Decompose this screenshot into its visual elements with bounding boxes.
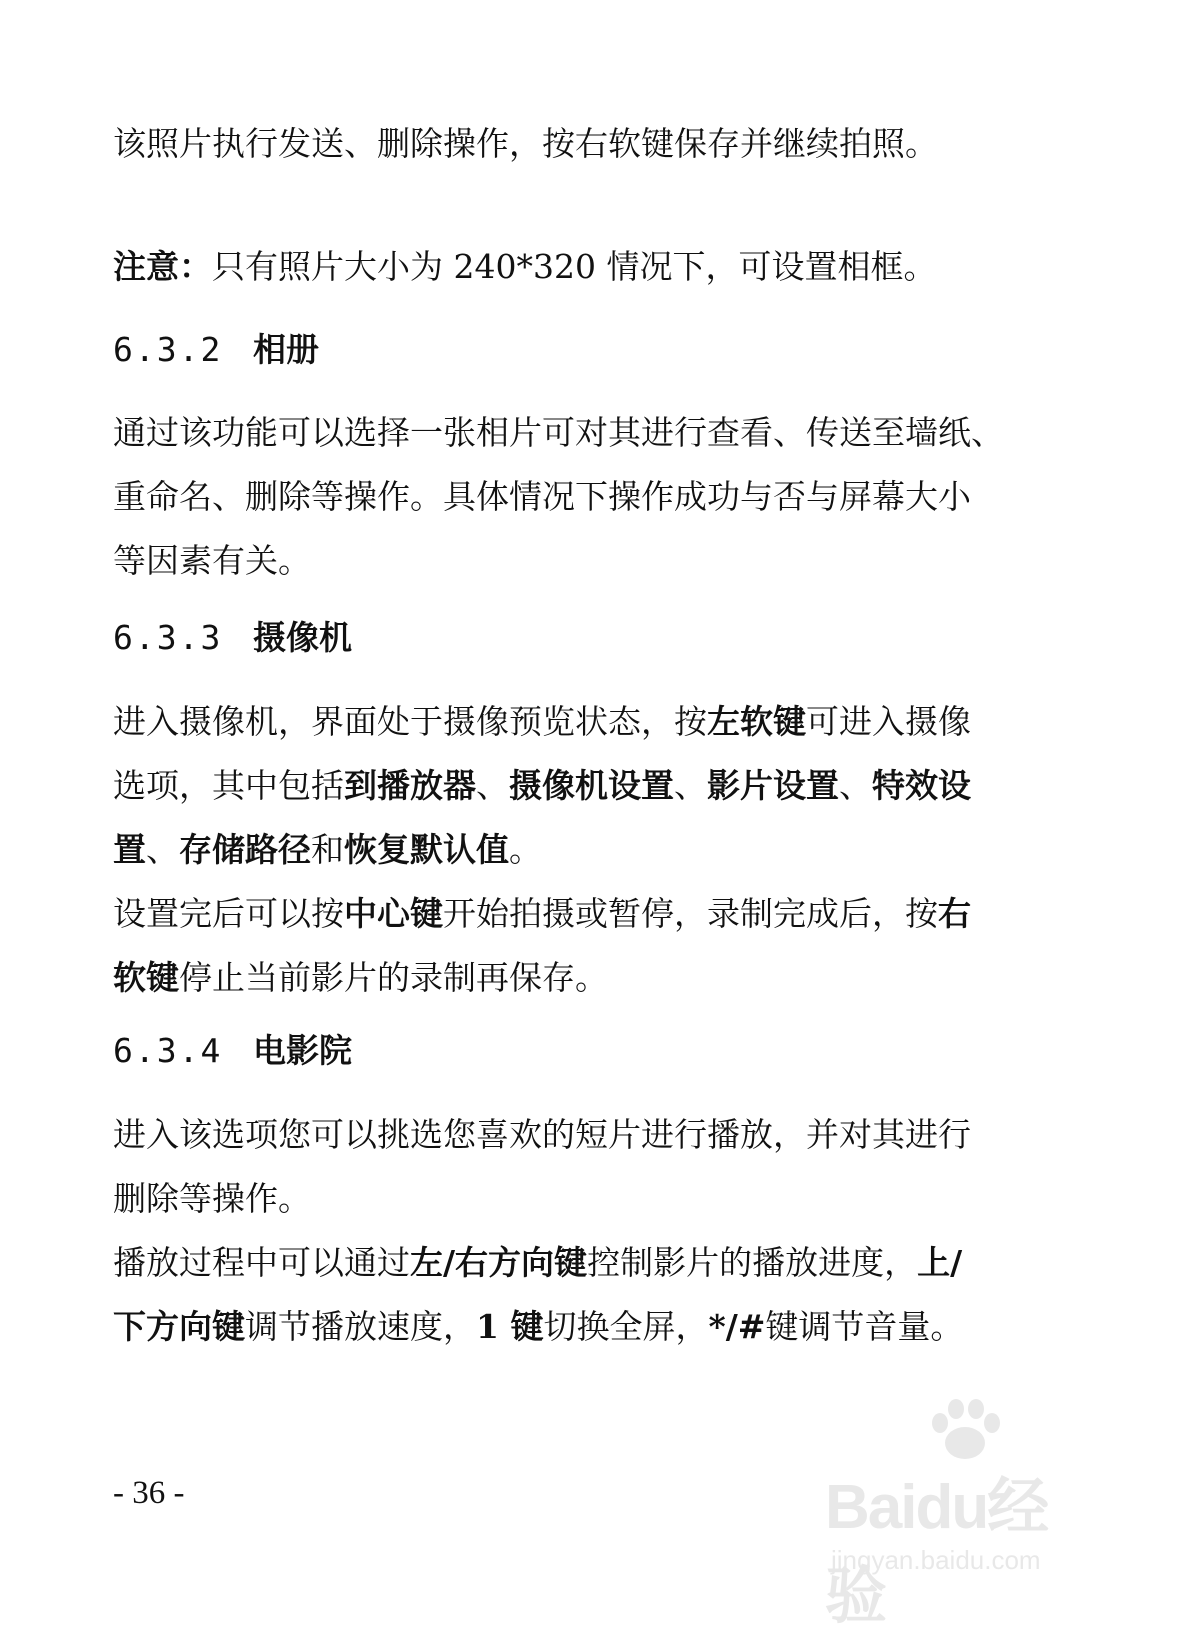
baidu-watermark <box>825 1395 1085 1631</box>
key-term: */# <box>708 1307 766 1346</box>
page-number: - 36 - <box>113 1475 185 1511</box>
note-text: 只有照片大小为 240*320 情况下，可设置相框。 <box>212 247 937 286</box>
key-term: 摄像机设置 <box>509 766 674 805</box>
key-term: 到播放器 <box>344 766 476 805</box>
section-heading-6-3-4 <box>113 1031 352 1071</box>
key-term: 下方向键 <box>113 1307 245 1346</box>
section-number: 6.3.3 <box>113 618 223 657</box>
key-term: 软键 <box>113 958 179 997</box>
key-term: 置 <box>113 830 146 869</box>
watermark-url: jingyan.baidu.com <box>831 1545 1041 1575</box>
watermark-brand: Baidu经验 <box>825 1473 1048 1631</box>
key-term: 左/右方向键 <box>410 1243 588 1282</box>
key-term: 左软键 <box>707 702 806 741</box>
key-term: 中心键 <box>344 894 443 933</box>
note-label: 注意： <box>113 247 212 286</box>
paragraph-line: 等因素有关。 <box>113 541 311 580</box>
paragraph-line: 删除等操作。 <box>113 1179 311 1218</box>
paragraph-camcorder: 进入摄像机，界面处于摄像预览状态，按左软键可进入摄像 选项，其中包括到播放器、摄像机设置、影片设置、特效设 置、存储路径和恢复默认值。 设置完后可以按中心键开始拍摄或暂停，录制完成后，按右 软键停止当前影片的录制再保存。 <box>113 702 971 997</box>
key-term: 上/ <box>917 1243 963 1282</box>
section-title: 电影院 <box>253 1031 352 1070</box>
key-term: 1 键 <box>476 1307 544 1346</box>
note-paragraph <box>113 235 1043 299</box>
key-term: 存储路径 <box>179 830 311 869</box>
paragraph-album <box>113 401 1043 593</box>
section-title: 相册 <box>253 330 319 369</box>
section-number: 6.3.2 <box>113 330 223 369</box>
paragraph-line: 通过该功能可以选择一张相片可对其进行查看、传送至墙纸、 <box>113 413 1004 452</box>
paragraph-intro <box>113 112 1043 176</box>
key-term: 影片设置 <box>707 766 839 805</box>
paw-icon <box>920 1395 1010 1465</box>
section-heading-6-3-3 <box>113 618 352 658</box>
key-term: 右 <box>938 894 971 933</box>
paragraph-line: 进入该选项您可以挑选您喜欢的短片进行播放，并对其进行 <box>113 1115 971 1154</box>
paragraph-cinema: 进入该选项您可以挑选您喜欢的短片进行播放，并对其进行 删除等操作。 播放过程中可以通过左/右方向键控制影片的播放进度，上/ 下方向键调节播放速度，1 键切换全屏，*/#键调节音量。 <box>113 1103 1043 1359</box>
section-number: 6.3.4 <box>113 1031 223 1070</box>
key-term: 恢复默认值 <box>344 830 509 869</box>
paragraph-line: 重命名、删除等操作。具体情况下操作成功与否与屏幕大小 <box>113 477 971 516</box>
paragraph-line: 该照片执行发送、删除操作，按右软键保存并继续拍照。 <box>113 124 938 163</box>
section-title: 摄像机 <box>253 618 352 657</box>
section-heading-6-3-2 <box>113 330 319 370</box>
key-term: 特效设 <box>872 766 971 805</box>
